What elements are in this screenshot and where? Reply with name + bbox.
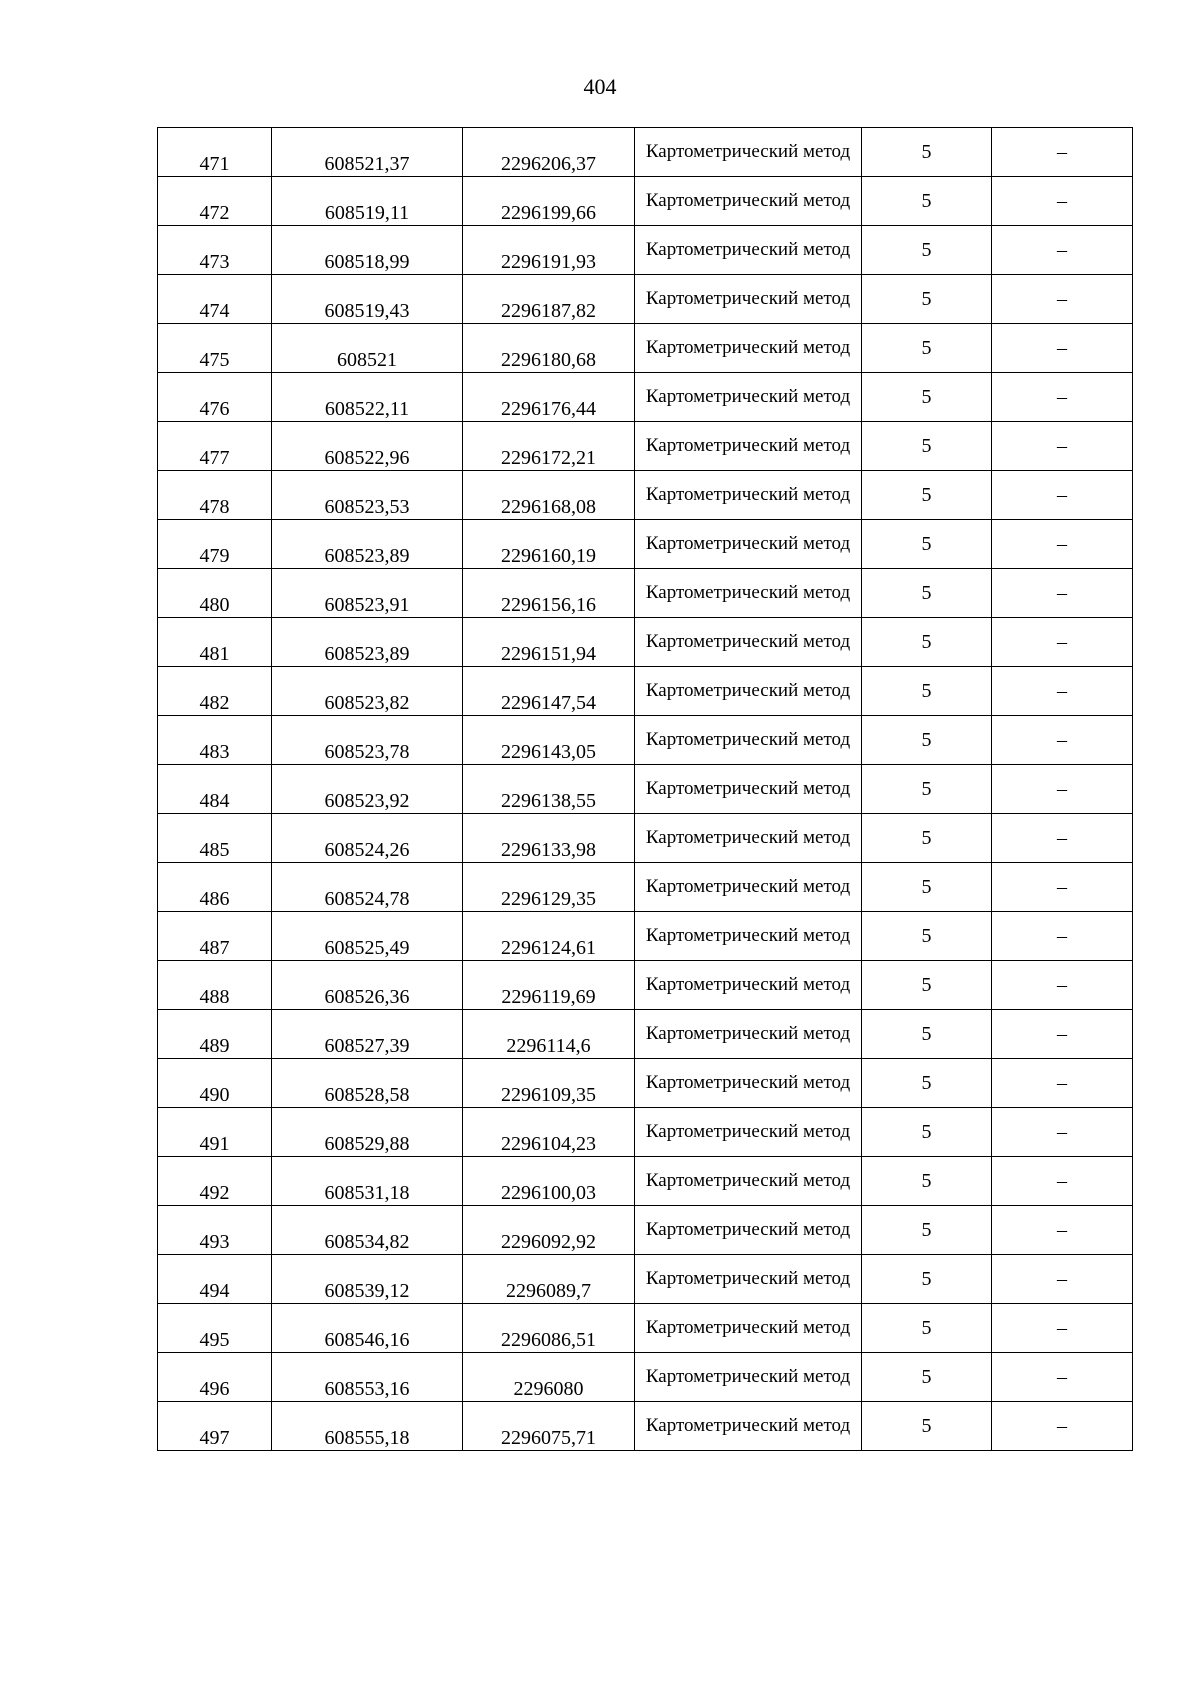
point-number-cell: 481 bbox=[158, 618, 272, 667]
accuracy-cell: 5 bbox=[862, 1157, 992, 1206]
y-coordinate-cell: 2296124,61 bbox=[463, 912, 635, 961]
method-cell: Картометрический метод bbox=[635, 373, 862, 422]
accuracy-cell: 5 bbox=[862, 912, 992, 961]
note-cell: – bbox=[992, 961, 1133, 1010]
note-cell: – bbox=[992, 1402, 1133, 1451]
point-number-cell: 492 bbox=[158, 1157, 272, 1206]
note-cell: – bbox=[992, 324, 1133, 373]
point-number-cell: 473 bbox=[158, 226, 272, 275]
note-cell: – bbox=[992, 1304, 1133, 1353]
note-cell: – bbox=[992, 912, 1133, 961]
y-coordinate-cell: 2296092,92 bbox=[463, 1206, 635, 1255]
method-cell: Картометрический метод bbox=[635, 1010, 862, 1059]
x-coordinate-cell: 608527,39 bbox=[272, 1010, 463, 1059]
x-coordinate-cell: 608522,96 bbox=[272, 422, 463, 471]
x-coordinate-cell: 608524,26 bbox=[272, 814, 463, 863]
x-coordinate-cell: 608529,88 bbox=[272, 1108, 463, 1157]
x-coordinate-cell: 608534,82 bbox=[272, 1206, 463, 1255]
note-cell: – bbox=[992, 422, 1133, 471]
y-coordinate-cell: 2296160,19 bbox=[463, 520, 635, 569]
x-coordinate-cell: 608524,78 bbox=[272, 863, 463, 912]
method-cell: Картометрический метод bbox=[635, 177, 862, 226]
note-cell: – bbox=[992, 471, 1133, 520]
y-coordinate-cell: 2296080 bbox=[463, 1353, 635, 1402]
method-cell: Картометрический метод bbox=[635, 1255, 862, 1304]
accuracy-cell: 5 bbox=[862, 1059, 992, 1108]
y-coordinate-cell: 2296172,21 bbox=[463, 422, 635, 471]
coordinates-table bbox=[157, 127, 1133, 1451]
x-coordinate-cell: 608526,36 bbox=[272, 961, 463, 1010]
y-coordinate-cell: 2296086,51 bbox=[463, 1304, 635, 1353]
table-row bbox=[158, 1402, 1133, 1451]
accuracy-cell: 5 bbox=[862, 1255, 992, 1304]
table-row bbox=[158, 275, 1133, 324]
y-coordinate-cell: 2296180,68 bbox=[463, 324, 635, 373]
y-coordinate-cell: 2296100,03 bbox=[463, 1157, 635, 1206]
note-cell: – bbox=[992, 618, 1133, 667]
method-cell: Картометрический метод bbox=[635, 1206, 862, 1255]
x-coordinate-cell: 608523,82 bbox=[272, 667, 463, 716]
y-coordinate-cell: 2296147,54 bbox=[463, 667, 635, 716]
point-number-cell: 489 bbox=[158, 1010, 272, 1059]
accuracy-cell: 5 bbox=[862, 863, 992, 912]
point-number-cell: 491 bbox=[158, 1108, 272, 1157]
accuracy-cell: 5 bbox=[862, 275, 992, 324]
method-cell: Картометрический метод bbox=[635, 128, 862, 177]
accuracy-cell: 5 bbox=[862, 226, 992, 275]
accuracy-cell: 5 bbox=[862, 716, 992, 765]
note-cell: – bbox=[992, 1010, 1133, 1059]
x-coordinate-cell: 608518,99 bbox=[272, 226, 463, 275]
note-cell: – bbox=[992, 1206, 1133, 1255]
point-number-cell: 487 bbox=[158, 912, 272, 961]
x-coordinate-cell: 608523,78 bbox=[272, 716, 463, 765]
accuracy-cell: 5 bbox=[862, 667, 992, 716]
x-coordinate-cell: 608555,18 bbox=[272, 1402, 463, 1451]
y-coordinate-cell: 2296187,82 bbox=[463, 275, 635, 324]
table-row bbox=[158, 1206, 1133, 1255]
note-cell: – bbox=[992, 226, 1133, 275]
method-cell: Картометрический метод bbox=[635, 226, 862, 275]
method-cell: Картометрический метод bbox=[635, 765, 862, 814]
point-number-cell: 472 bbox=[158, 177, 272, 226]
note-cell: – bbox=[992, 1255, 1133, 1304]
y-coordinate-cell: 2296191,93 bbox=[463, 226, 635, 275]
method-cell: Картометрический метод bbox=[635, 471, 862, 520]
table-row bbox=[158, 520, 1133, 569]
method-cell: Картометрический метод bbox=[635, 814, 862, 863]
accuracy-cell: 5 bbox=[862, 471, 992, 520]
y-coordinate-cell: 2296114,6 bbox=[463, 1010, 635, 1059]
method-cell: Картометрический метод bbox=[635, 1304, 862, 1353]
point-number-cell: 484 bbox=[158, 765, 272, 814]
y-coordinate-cell: 2296156,16 bbox=[463, 569, 635, 618]
point-number-cell: 497 bbox=[158, 1402, 272, 1451]
y-coordinate-cell: 2296143,05 bbox=[463, 716, 635, 765]
table-row bbox=[158, 814, 1133, 863]
method-cell: Картометрический метод bbox=[635, 520, 862, 569]
method-cell: Картометрический метод bbox=[635, 1157, 862, 1206]
note-cell: – bbox=[992, 1108, 1133, 1157]
x-coordinate-cell: 608523,89 bbox=[272, 520, 463, 569]
y-coordinate-cell: 2296138,55 bbox=[463, 765, 635, 814]
point-number-cell: 477 bbox=[158, 422, 272, 471]
x-coordinate-cell: 608523,53 bbox=[272, 471, 463, 520]
x-coordinate-cell: 608523,89 bbox=[272, 618, 463, 667]
table-row bbox=[158, 1304, 1133, 1353]
x-coordinate-cell: 608539,12 bbox=[272, 1255, 463, 1304]
x-coordinate-cell: 608531,18 bbox=[272, 1157, 463, 1206]
point-number-cell: 476 bbox=[158, 373, 272, 422]
method-cell: Картометрический метод bbox=[635, 422, 862, 471]
note-cell: – bbox=[992, 520, 1133, 569]
accuracy-cell: 5 bbox=[862, 1206, 992, 1255]
accuracy-cell: 5 bbox=[862, 1402, 992, 1451]
method-cell: Картометрический метод bbox=[635, 1353, 862, 1402]
point-number-cell: 471 bbox=[158, 128, 272, 177]
y-coordinate-cell: 2296151,94 bbox=[463, 618, 635, 667]
accuracy-cell: 5 bbox=[862, 520, 992, 569]
accuracy-cell: 5 bbox=[862, 128, 992, 177]
table-row bbox=[158, 667, 1133, 716]
note-cell: – bbox=[992, 177, 1133, 226]
point-number-cell: 494 bbox=[158, 1255, 272, 1304]
note-cell: – bbox=[992, 814, 1133, 863]
method-cell: Картометрический метод bbox=[635, 716, 862, 765]
accuracy-cell: 5 bbox=[862, 569, 992, 618]
method-cell: Картометрический метод bbox=[635, 569, 862, 618]
table-row bbox=[158, 961, 1133, 1010]
table-row bbox=[158, 1157, 1133, 1206]
method-cell: Картометрический метод bbox=[635, 1108, 862, 1157]
method-cell: Картометрический метод bbox=[635, 618, 862, 667]
method-cell: Картометрический метод bbox=[635, 667, 862, 716]
table-row bbox=[158, 569, 1133, 618]
table-row bbox=[158, 471, 1133, 520]
note-cell: – bbox=[992, 128, 1133, 177]
point-number-cell: 483 bbox=[158, 716, 272, 765]
accuracy-cell: 5 bbox=[862, 618, 992, 667]
note-cell: – bbox=[992, 275, 1133, 324]
y-coordinate-cell: 2296075,71 bbox=[463, 1402, 635, 1451]
y-coordinate-cell: 2296176,44 bbox=[463, 373, 635, 422]
note-cell: – bbox=[992, 1157, 1133, 1206]
table-row bbox=[158, 422, 1133, 471]
accuracy-cell: 5 bbox=[862, 1010, 992, 1059]
table-row bbox=[158, 177, 1133, 226]
y-coordinate-cell: 2296168,08 bbox=[463, 471, 635, 520]
accuracy-cell: 5 bbox=[862, 1304, 992, 1353]
point-number-cell: 478 bbox=[158, 471, 272, 520]
point-number-cell: 474 bbox=[158, 275, 272, 324]
method-cell: Картометрический метод bbox=[635, 1402, 862, 1451]
table-row bbox=[158, 373, 1133, 422]
x-coordinate-cell: 608521 bbox=[272, 324, 463, 373]
table-row bbox=[158, 912, 1133, 961]
y-coordinate-cell: 2296109,35 bbox=[463, 1059, 635, 1108]
point-number-cell: 496 bbox=[158, 1353, 272, 1402]
x-coordinate-cell: 608519,43 bbox=[272, 275, 463, 324]
table-row bbox=[158, 1059, 1133, 1108]
point-number-cell: 486 bbox=[158, 863, 272, 912]
accuracy-cell: 5 bbox=[862, 177, 992, 226]
note-cell: – bbox=[992, 863, 1133, 912]
point-number-cell: 488 bbox=[158, 961, 272, 1010]
point-number-cell: 490 bbox=[158, 1059, 272, 1108]
x-coordinate-cell: 608522,11 bbox=[272, 373, 463, 422]
table-row bbox=[158, 128, 1133, 177]
accuracy-cell: 5 bbox=[862, 324, 992, 373]
y-coordinate-cell: 2296133,98 bbox=[463, 814, 635, 863]
note-cell: – bbox=[992, 765, 1133, 814]
x-coordinate-cell: 608553,16 bbox=[272, 1353, 463, 1402]
y-coordinate-cell: 2296199,66 bbox=[463, 177, 635, 226]
x-coordinate-cell: 608525,49 bbox=[272, 912, 463, 961]
accuracy-cell: 5 bbox=[862, 765, 992, 814]
y-coordinate-cell: 2296104,23 bbox=[463, 1108, 635, 1157]
method-cell: Картометрический метод bbox=[635, 912, 862, 961]
point-number-cell: 482 bbox=[158, 667, 272, 716]
method-cell: Картометрический метод bbox=[635, 863, 862, 912]
table-row bbox=[158, 226, 1133, 275]
accuracy-cell: 5 bbox=[862, 422, 992, 471]
y-coordinate-cell: 2296129,35 bbox=[463, 863, 635, 912]
x-coordinate-cell: 608523,92 bbox=[272, 765, 463, 814]
table-row bbox=[158, 765, 1133, 814]
table-row bbox=[158, 1353, 1133, 1402]
table-row bbox=[158, 863, 1133, 912]
method-cell: Картометрический метод bbox=[635, 961, 862, 1010]
note-cell: – bbox=[992, 1059, 1133, 1108]
method-cell: Картометрический метод bbox=[635, 1059, 862, 1108]
x-coordinate-cell: 608519,11 bbox=[272, 177, 463, 226]
page-number: 404 bbox=[583, 74, 617, 99]
point-number-cell: 475 bbox=[158, 324, 272, 373]
note-cell: – bbox=[992, 569, 1133, 618]
table-row bbox=[158, 324, 1133, 373]
note-cell: – bbox=[992, 1353, 1133, 1402]
method-cell: Картометрический метод bbox=[635, 275, 862, 324]
accuracy-cell: 5 bbox=[862, 814, 992, 863]
point-number-cell: 493 bbox=[158, 1206, 272, 1255]
point-number-cell: 480 bbox=[158, 569, 272, 618]
point-number-cell: 485 bbox=[158, 814, 272, 863]
table-row bbox=[158, 1010, 1133, 1059]
table-row bbox=[158, 716, 1133, 765]
coordinates-table-body bbox=[158, 128, 1133, 1451]
accuracy-cell: 5 bbox=[862, 961, 992, 1010]
x-coordinate-cell: 608523,91 bbox=[272, 569, 463, 618]
note-cell: – bbox=[992, 667, 1133, 716]
note-cell: – bbox=[992, 716, 1133, 765]
y-coordinate-cell: 2296206,37 bbox=[463, 128, 635, 177]
accuracy-cell: 5 bbox=[862, 373, 992, 422]
accuracy-cell: 5 bbox=[862, 1353, 992, 1402]
x-coordinate-cell: 608546,16 bbox=[272, 1304, 463, 1353]
y-coordinate-cell: 2296119,69 bbox=[463, 961, 635, 1010]
x-coordinate-cell: 608528,58 bbox=[272, 1059, 463, 1108]
accuracy-cell: 5 bbox=[862, 1108, 992, 1157]
table-row bbox=[158, 1255, 1133, 1304]
x-coordinate-cell: 608521,37 bbox=[272, 128, 463, 177]
note-cell: – bbox=[992, 373, 1133, 422]
point-number-cell: 479 bbox=[158, 520, 272, 569]
table-row bbox=[158, 618, 1133, 667]
point-number-cell: 495 bbox=[158, 1304, 272, 1353]
table-row bbox=[158, 1108, 1133, 1157]
y-coordinate-cell: 2296089,7 bbox=[463, 1255, 635, 1304]
method-cell: Картометрический метод bbox=[635, 324, 862, 373]
